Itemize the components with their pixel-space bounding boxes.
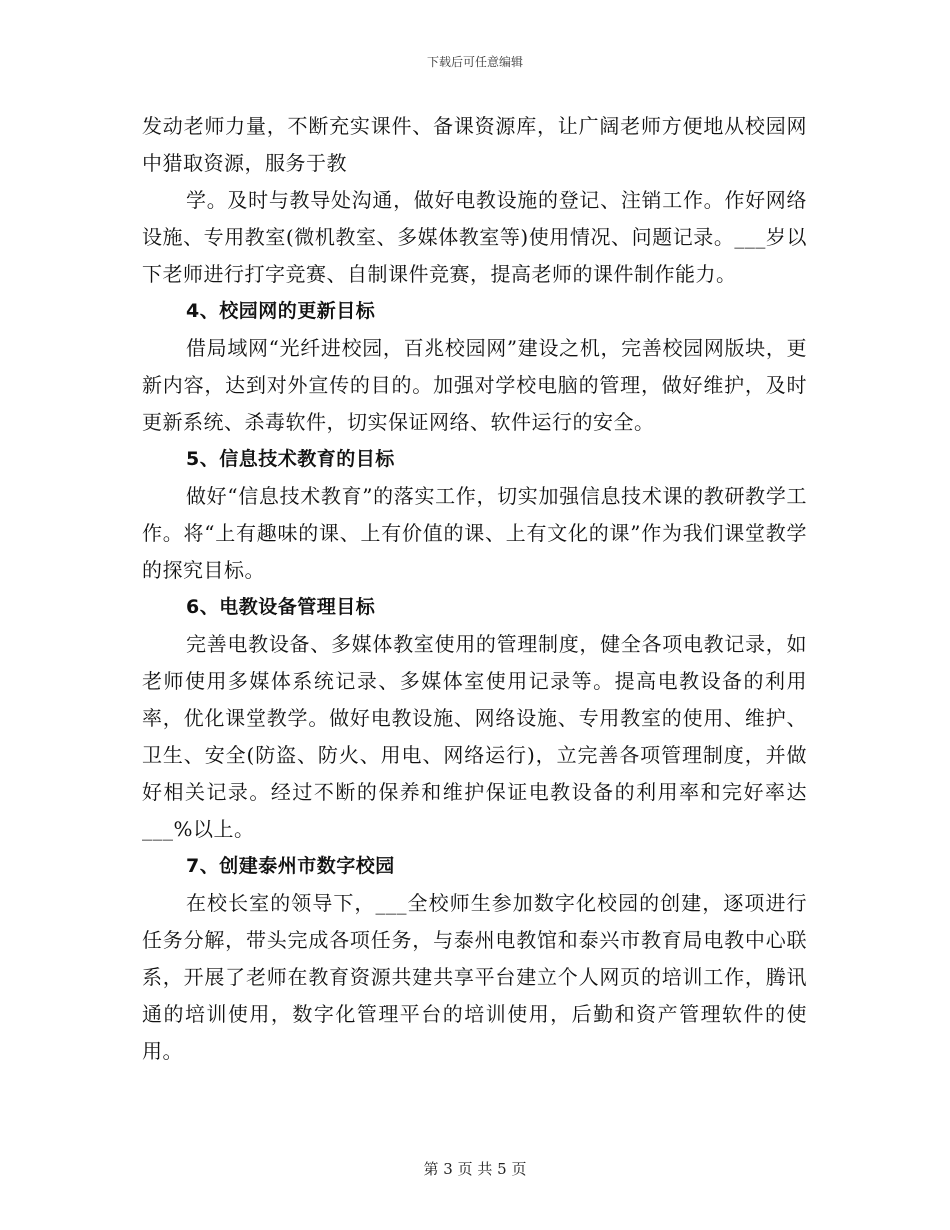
paragraph: 做好“信息技术教育”的落实工作，切实加强信息技术课的教研教学工作。将“上有趣味的课、上有价值的课、上有文化的课”作为我们课堂教学的探究目标。 [142,484,807,582]
section-heading: 5、信息技术教育的目标 [186,448,395,470]
paragraph: 学。及时与教导处沟通，做好电教设施的登记、注销工作。作好网络设施、专用教室(微机教室、多媒体教室等)使用情况、问题记录。___岁以下老师进行打字竞赛、自制课件竞赛，提高老师的课件制作能力。 [142,188,807,286]
document-body [142,108,807,1070]
section-heading: 4、校园网的更新目标 [186,300,376,322]
page-header: 下载后可任意编辑 [426,55,523,69]
paragraph: 完善电教设备、多媒体教室使用的管理制度，健全各项电教记录，如老师使用多媒体系统记录、多媒体室使用记录等。提高电教设备的利用率，优化课堂教学。做好电教设施、网络设施、专用教室的使用、维护、卫生、安全(防盗、防火、用电、网络运行)，立完善各项管理制度，并做好相关记录。经过不断的保养和维护保证电教设备的利用率和完好率达___%以上。 [142,632,807,841]
paragraph-continuation: 发动老师力量，不断充实课件、备课资源库，让广阔老师方便地从校园网中猎取资源，服务于教 [142,114,807,175]
section-heading: 6、电教设备管理目标 [186,596,376,618]
paragraph: 在校长室的领导下，___全校师生参加数字化校园的创建，逐项进行任务分解，带头完成各项任务，与泰州电教馆和泰兴市教育局电教中心联系，开展了老师在教育资源共建共享平台建立个人网页的培训工作，腾讯通的培训使用，数字化管理平台的培训使用，后勤和资产管理软件的使用。 [142,891,807,1063]
section-heading: 7、创建泰州市数字校园 [186,855,395,877]
paragraph: 借局域网“光纤进校园，百兆校园网”建设之机，完善校园网版块，更新内容，达到对外宣传的目的。加强对学校电脑的管理，做好维护，及时更新系统、杀毒软件，切实保证网络、软件运行的安全。 [142,336,807,434]
page-footer: 第 3 页 共 5 页 [423,1160,527,1178]
